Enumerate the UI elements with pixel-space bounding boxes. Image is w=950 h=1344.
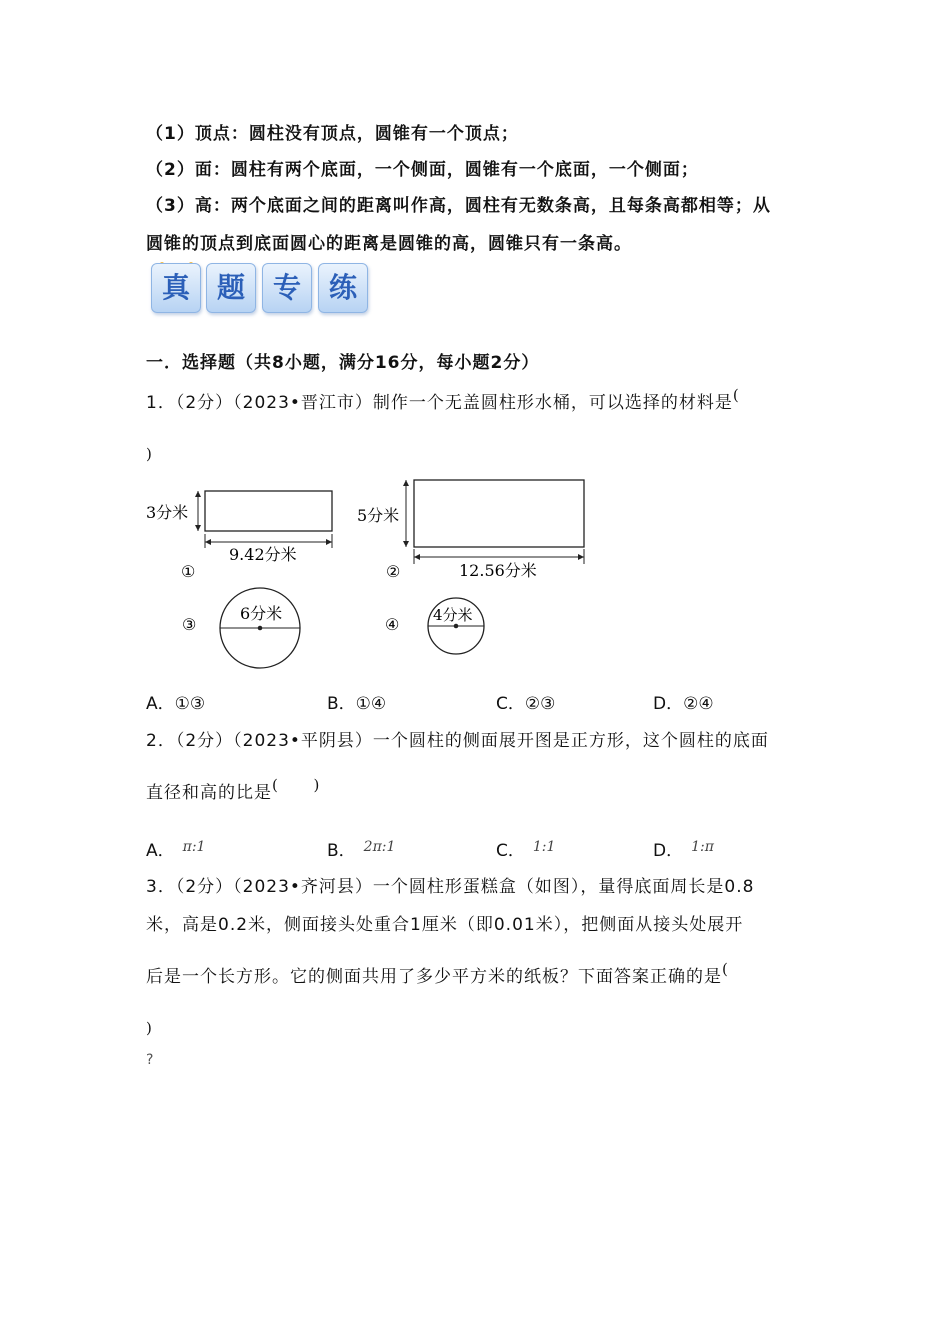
question-3-line-2: 米，高是0.2米，侧面接头处重合1厘米（即0.01米），把侧面从接头处展开 [146,915,744,935]
q1-option-a[interactable]: A．①③ [146,694,206,714]
rect-2-number: ② [386,562,401,581]
answer-paren-close: ) [146,1019,153,1037]
rect-2-height-label: 5分米 [357,506,400,525]
missing-image-placeholder: ? [146,1052,155,1068]
circle-4-number: ④ [385,615,400,634]
question-2-line-1: 2．（2分）（2023•平阴县）一个圆柱的侧面展开图是正方形，这个圆柱的底面 [146,731,769,751]
q2-option-a-math: π:1 [182,839,206,855]
question-1-text [146,388,740,413]
question-2-stem: 直径和高的比是 [146,783,272,803]
rect-2-width-label: 12.56分米 [459,561,537,580]
q2-option-b-math: 2π:1 [363,839,396,855]
q2-option-c[interactable]: C． $^{1:1}$ [496,839,556,861]
answer-paren-close: ) [146,445,153,463]
rect-1-height-label: 3分米 [146,503,189,522]
rect-1-width-label: 9.42分米 [229,545,297,564]
q1-option-c[interactable]: C．②③ [496,694,556,714]
circle-3 [182,588,300,668]
q2-option-c-math: 1:1 [532,839,556,855]
question-3-line-3 [146,962,729,987]
q2-option-b[interactable]: B． $^{2\pi:1}$ [327,839,396,861]
answer-paren-open: ( [732,386,740,404]
circle-3-diameter-label: 6分米 [240,604,283,623]
note-faces: （2）面：圆柱有两个底面，一个侧面，圆锥有一个底面，一个侧面； [146,160,699,180]
rectangle-2 [357,480,584,581]
q1-option-b[interactable]: B．①④ [327,694,387,714]
rectangle-1 [146,491,332,581]
banner-char-4: 练 [318,263,368,313]
q1-option-d[interactable]: D．②④ [653,694,714,714]
q2-option-a[interactable]: A． $^{\pi:1}$ [146,839,206,861]
note-height-2: 圆锥的顶点到底面圆心的距离是圆锥的高，圆锥只有一条高。 [146,234,632,254]
note-vertex: （1）顶点：圆柱没有顶点，圆锥有一个顶点； [146,124,519,144]
rect-1-number: ① [181,562,196,581]
circle-4-diameter-label: 4分米 [433,606,473,624]
banner-char-1: 真 [151,263,201,313]
answer-paren: ( ) [272,776,321,794]
section-title: 一．选择题（共8小题，满分16分，每小题2分） [146,353,540,373]
banner-char-3: 专 [262,263,312,313]
q2-option-d-math: 1:π [691,839,714,855]
q2-option-d[interactable]: D． $^{1:\pi}$ [653,839,714,861]
banner-char-2: 题 [206,263,256,313]
question-3-line-1: 3．（2分）（2023•齐河县）一个圆柱形蛋糕盒（如图），量得底面周长是0.8 [146,877,755,897]
note-height-1: （3）高：两个底面之间的距离叫作高，圆柱有无数条高，且每条高都相等；从 [146,196,771,216]
question-1-stem: 1．（2分）（2023•晋江市）制作一个无盖圆柱形水桶，可以选择的材料是 [146,393,733,413]
circle-4 [385,598,484,654]
question-3-stem: 后是一个长方形。它的侧面共用了多少平方米的纸板？下面答案正确的是 [146,967,722,987]
question-2-line-2 [146,778,320,803]
answer-paren-open: ( [722,960,729,978]
circle-3-number: ③ [182,615,197,634]
